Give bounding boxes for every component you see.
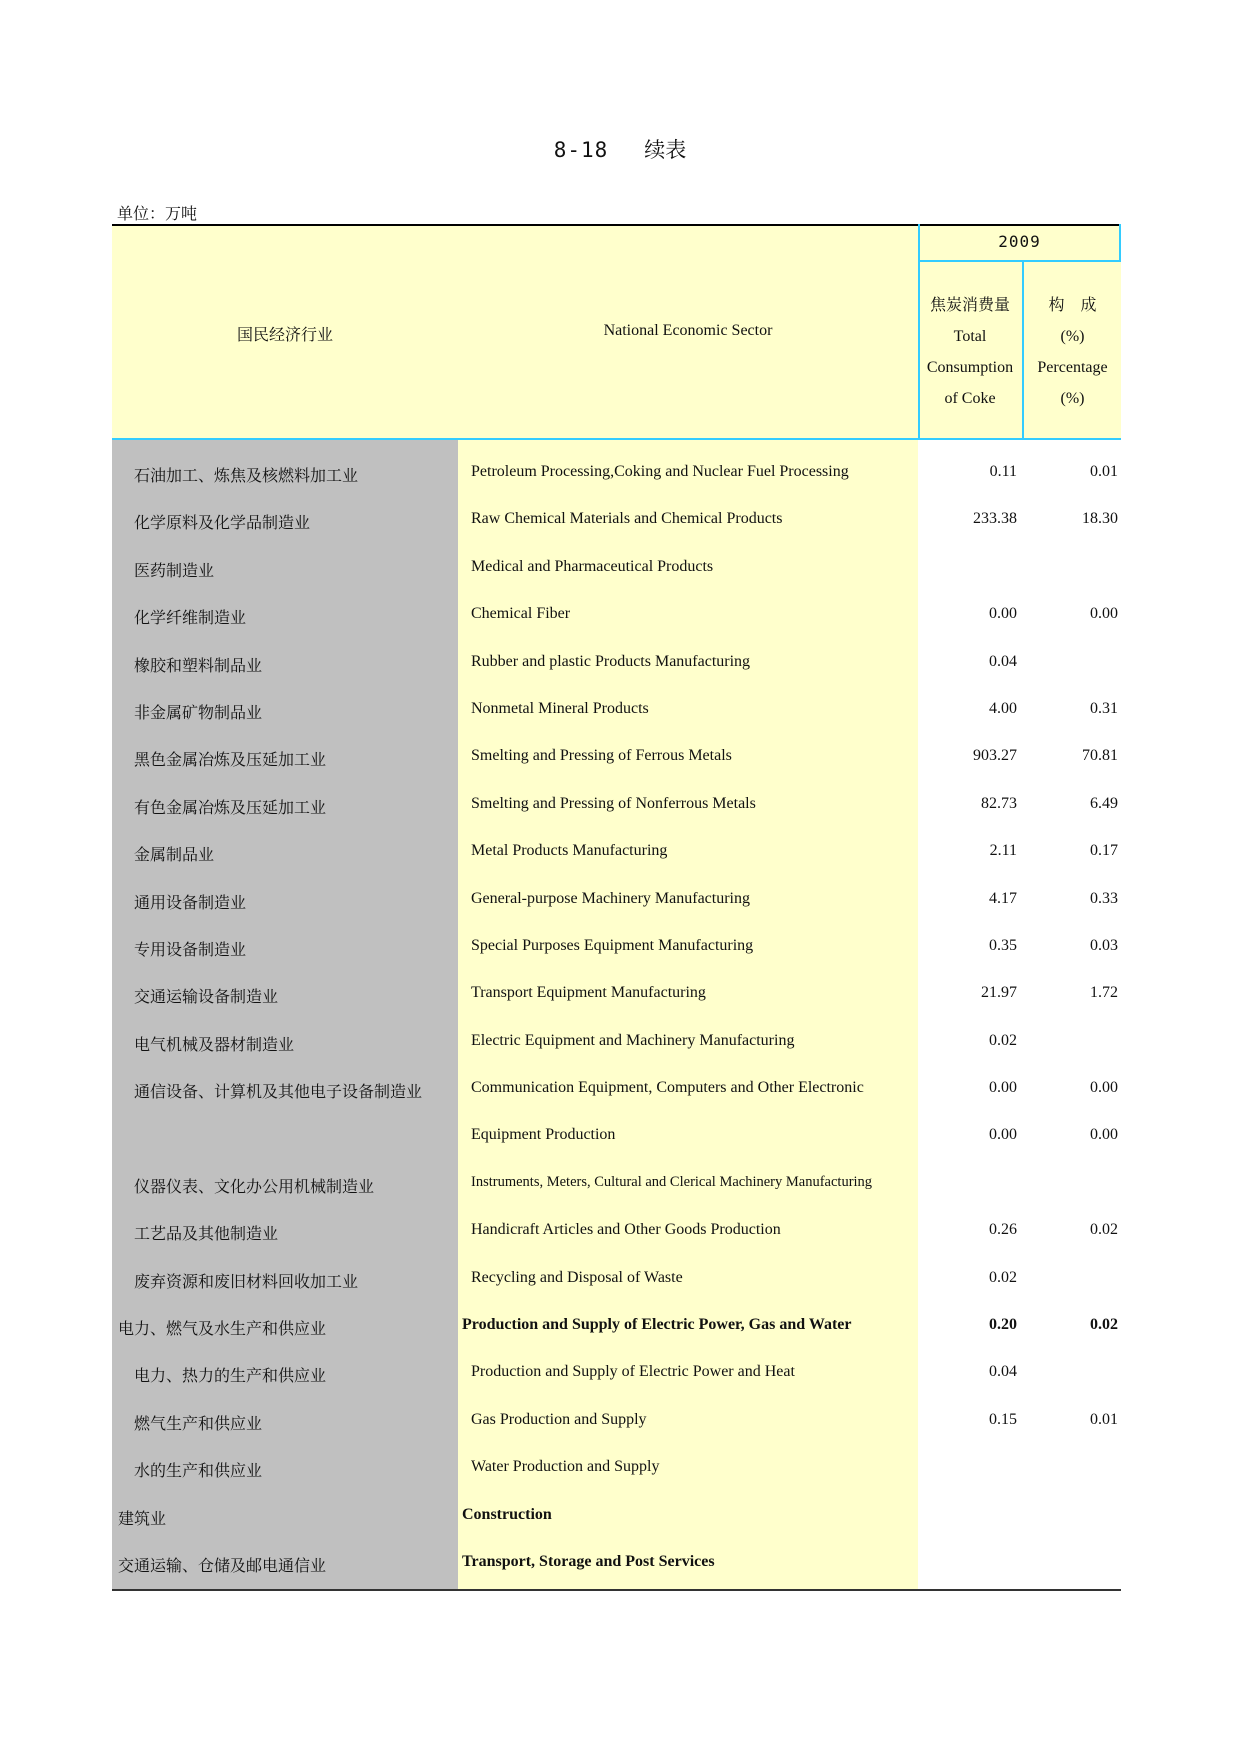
table-row <box>112 496 1121 543</box>
cell-coke-consumption: 0.00 <box>989 1079 1017 1097</box>
cell-sector-en: Medical and Pharmaceutical Products <box>471 557 714 575</box>
cell-coke-consumption: 0.20 <box>989 1316 1017 1334</box>
table-header <box>112 226 1121 438</box>
table-row <box>112 1065 1121 1112</box>
cell-sector-en: Equipment Production <box>471 1126 616 1144</box>
cell-coke-consumption: 903.27 <box>973 747 1017 765</box>
cell-sector-cn: 医药制造业 <box>134 562 215 580</box>
cell-percentage: 0.02 <box>1090 1316 1118 1334</box>
table-title: 续表 <box>644 138 687 162</box>
cell-coke-consumption: 82.73 <box>981 794 1017 812</box>
table-row <box>112 591 1121 638</box>
cell-sector-en: Production and Supply of Electric Power, Gas and Water <box>462 1316 852 1334</box>
cell-coke-consumption: 0.00 <box>989 1126 1017 1144</box>
cell-coke-consumption: 0.15 <box>989 1410 1017 1428</box>
table-row <box>112 1349 1121 1396</box>
table-row <box>112 639 1121 686</box>
cell-percentage: 0.01 <box>1090 1410 1118 1428</box>
cell-coke-consumption: 0.02 <box>989 1268 1017 1286</box>
cell-percentage: 1.72 <box>1090 984 1118 1002</box>
table-row <box>112 1492 1121 1539</box>
header-sector-cn: 国民经济行业 <box>236 327 333 344</box>
cell-percentage: 6.49 <box>1090 794 1118 812</box>
table-row <box>112 733 1121 780</box>
table-row <box>112 923 1121 970</box>
cell-sector-cn: 水的生产和供应业 <box>134 1463 263 1481</box>
cell-sector-cn: 燃气生产和供应业 <box>134 1415 263 1433</box>
cell-percentage: 0.17 <box>1090 842 1118 860</box>
cell-percentage: 0.02 <box>1090 1221 1118 1239</box>
table-number: 8-18 <box>553 138 609 162</box>
cell-sector-en: Transport, Storage and Post Services <box>462 1552 715 1570</box>
cell-sector-en: Smelting and Pressing of Nonferrous Metals <box>471 794 756 812</box>
cell-sector-en: Nonmetal Mineral Products <box>471 699 649 717</box>
cell-sector-cn: 废弃资源和废旧材料回收加工业 <box>134 1273 359 1291</box>
cell-sector-cn: 通用设备制造业 <box>134 894 247 912</box>
table-row <box>112 1302 1121 1349</box>
table-row <box>112 1018 1121 1065</box>
cell-sector-cn: 石油加工、炼焦及核燃料加工业 <box>134 468 359 485</box>
cell-sector-en: Gas Production and Supply <box>471 1410 647 1428</box>
cell-coke-consumption: 0.35 <box>989 936 1017 954</box>
header-year: 2009 <box>998 232 1041 251</box>
cell-coke-consumption: 0.04 <box>989 652 1017 670</box>
cell-coke-consumption: 4.00 <box>989 699 1017 717</box>
cell-coke-consumption: 2.11 <box>989 842 1017 860</box>
header-divider <box>1022 260 1024 440</box>
cell-sector-cn: 工艺品及其他制造业 <box>134 1226 279 1244</box>
cell-sector-en: Special Purposes Equipment Manufacturing <box>471 936 754 954</box>
header-percentage: 构 成 (%) Percentage (%) <box>1037 297 1108 407</box>
header-divider <box>1119 224 1121 262</box>
table-bottom-rule <box>112 1589 1121 1591</box>
table-row <box>112 1160 1121 1207</box>
cell-percentage: 70.81 <box>1082 747 1118 765</box>
cell-sector-en: Instruments, Meters, Cultural and Clerical Machinery Manufacturing <box>471 1173 873 1190</box>
cell-coke-consumption: 0.11 <box>989 463 1017 480</box>
cell-coke-consumption: 233.38 <box>973 510 1017 528</box>
table-row <box>112 1539 1121 1586</box>
cell-sector-en: Electric Equipment and Machinery Manufacturing <box>471 1031 795 1049</box>
cell-sector-cn: 仪器仪表、文化办公用机械制造业 <box>134 1178 375 1196</box>
page-title <box>0 134 1240 164</box>
cell-percentage: 0.00 <box>1090 1079 1118 1097</box>
cell-coke-consumption: 4.17 <box>989 889 1017 907</box>
table-row <box>112 544 1121 591</box>
cell-coke-consumption: 0.02 <box>989 1031 1017 1049</box>
cell-sector-en: General-purpose Machinery Manufacturing <box>471 889 750 907</box>
cell-coke-consumption: 0.00 <box>989 605 1017 623</box>
cell-sector-cn: 专用设备制造业 <box>134 941 247 959</box>
table-row <box>112 686 1121 733</box>
table-row <box>112 828 1121 875</box>
cell-sector-cn: 化学原料及化学品制造业 <box>134 515 311 533</box>
table-row <box>112 1444 1121 1491</box>
header-coke-consumption: 焦炭消费量 Total Consumption of Coke <box>926 297 1014 407</box>
cell-sector-en: Recycling and Disposal of Waste <box>471 1268 683 1286</box>
cell-sector-cn: 电力、热力的生产和供应业 <box>134 1368 327 1386</box>
cell-sector-en: Communication Equipment, Computers and Other Electronic <box>471 1079 864 1097</box>
cell-sector-en: Production and Supply of Electric Power and Heat <box>471 1363 795 1381</box>
unit-label: 单位：万吨 <box>117 206 198 223</box>
cell-sector-cn: 电力、燃气及水生产和供应业 <box>118 1321 327 1339</box>
cell-percentage: 0.03 <box>1090 936 1118 954</box>
table-row <box>112 1207 1121 1254</box>
table-row <box>112 781 1121 828</box>
cell-percentage: 0.00 <box>1090 1126 1118 1144</box>
cell-sector-en: Petroleum Processing,Coking and Nuclear Fuel Processing <box>471 463 849 480</box>
header-divider <box>918 224 920 440</box>
cell-percentage: 0.33 <box>1090 889 1118 907</box>
cell-coke-consumption: 0.26 <box>989 1221 1017 1239</box>
cell-coke-consumption: 0.04 <box>989 1363 1017 1381</box>
cell-sector-en: Raw Chemical Materials and Chemical Products <box>471 510 783 528</box>
header-divider <box>918 260 1121 262</box>
table-row <box>112 449 1121 496</box>
cell-sector-cn: 黑色金属冶炼及压延加工业 <box>134 752 327 770</box>
cell-coke-consumption: 21.97 <box>981 984 1017 1002</box>
table-row <box>112 1255 1121 1302</box>
cell-sector-cn: 非金属矿物制品业 <box>134 704 263 722</box>
table-row <box>112 1112 1121 1159</box>
header-sector-en: National Economic Sector <box>603 322 773 339</box>
table-body <box>112 440 1121 1586</box>
cell-sector-cn: 金属制品业 <box>134 847 215 865</box>
cell-sector-cn: 交通运输设备制造业 <box>134 989 279 1007</box>
table-row <box>112 876 1121 923</box>
cell-sector-cn: 电气机械及器材制造业 <box>134 1036 295 1054</box>
cell-sector-en: Transport Equipment Manufacturing <box>471 984 706 1002</box>
cell-sector-en: Metal Products Manufacturing <box>471 842 668 860</box>
cell-sector-cn: 有色金属冶炼及压延加工业 <box>134 799 327 817</box>
cell-sector-cn: 橡胶和塑料制品业 <box>134 657 263 675</box>
cell-sector-cn: 交通运输、仓储及邮电通信业 <box>118 1557 327 1575</box>
data-table <box>112 224 1121 1591</box>
cell-percentage: 0.01 <box>1090 463 1118 480</box>
cell-sector-en: Handicraft Articles and Other Goods Production <box>471 1221 781 1239</box>
table-row <box>112 970 1121 1017</box>
cell-sector-en: Smelting and Pressing of Ferrous Metals <box>471 747 732 765</box>
cell-sector-cn: 化学纤维制造业 <box>134 610 247 628</box>
cell-sector-cn: 建筑业 <box>118 1510 167 1528</box>
cell-sector-en: Construction <box>462 1505 552 1523</box>
cell-sector-en: Rubber and plastic Products Manufacturing <box>471 652 751 670</box>
cell-sector-en: Chemical Fiber <box>471 605 571 623</box>
cell-sector-cn: 通信设备、计算机及其他电子设备制造业 <box>134 1084 423 1102</box>
cell-sector-en: Water Production and Supply <box>471 1458 660 1476</box>
cell-percentage: 0.00 <box>1090 605 1118 623</box>
cell-percentage: 18.30 <box>1082 510 1118 528</box>
table-row <box>112 1397 1121 1444</box>
cell-percentage: 0.31 <box>1090 699 1118 717</box>
